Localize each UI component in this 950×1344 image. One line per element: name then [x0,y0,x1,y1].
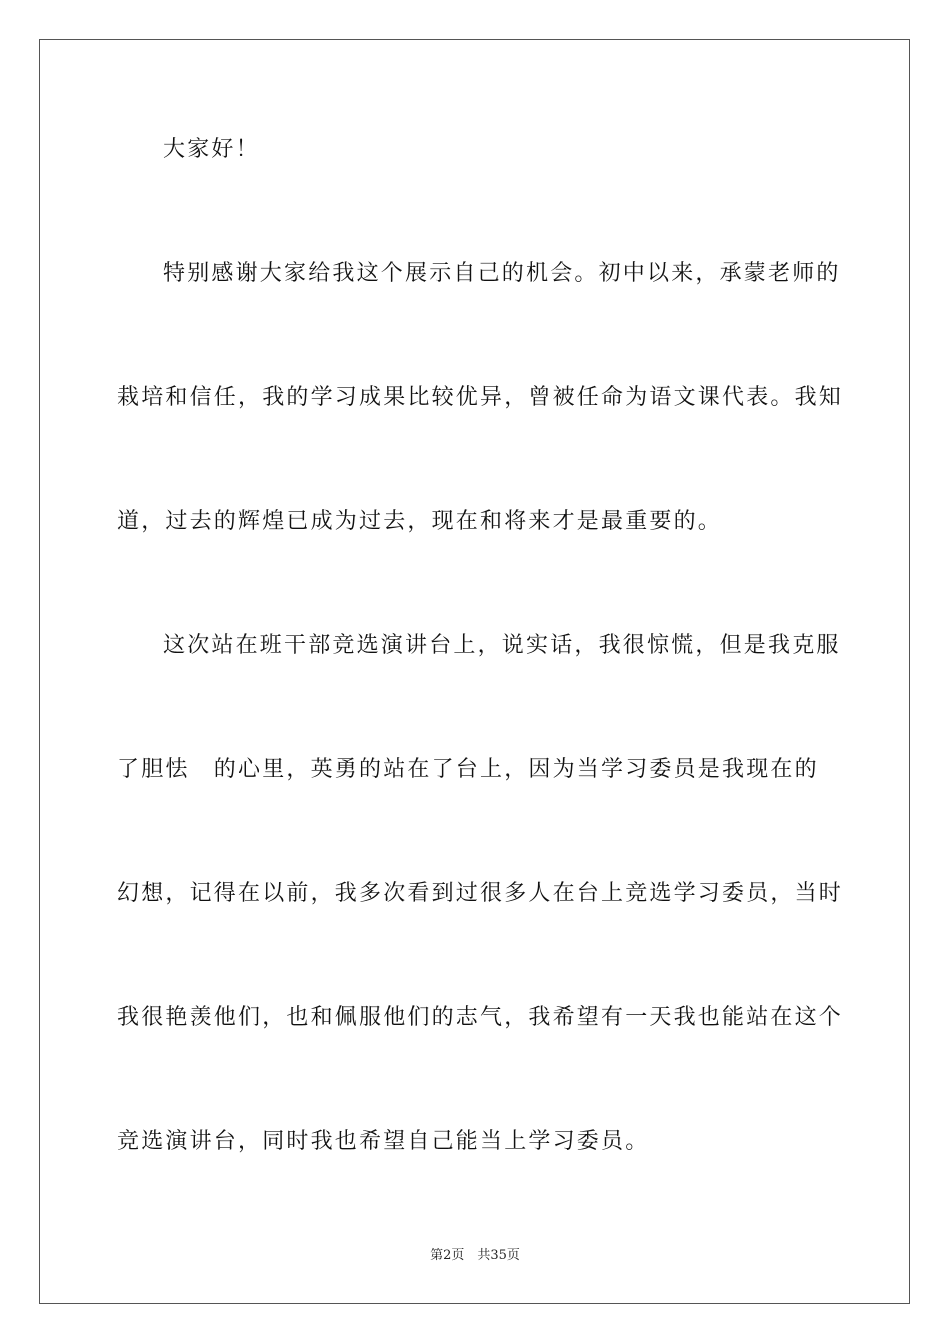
paragraph-2-line-4: 我很艳羡他们，也和佩服他们的志气，我希望有一天我也能站在这个 [117,1005,844,1030]
paragraph-1-line-3: 道，过去的辉煌已成为过去，现在和将来才是最重要的。 [117,509,723,534]
paragraph-2-line-5: 竞选演讲台，同时我也希望自己能当上学习委员。 [117,1129,650,1154]
paragraph-1-line-2: 栽培和信任，我的学习成果比较优异，曾被任命为语文课代表。我知 [117,385,844,410]
page-number-footer: 第2页 共35页 [430,1248,520,1263]
paragraph-1-line-1: 特别感谢大家给我这个展示自己的机会。初中以来，承蒙老师的 [163,261,841,286]
paragraph-2-line-2: 了胆怯 的心里，英勇的站在了台上，因为当学习委员是我现在的 [117,757,819,782]
paragraph-2-line-1: 这次站在班干部竞选演讲台上，说实话，我很惊慌，但是我克服 [163,633,841,658]
paragraph-2-line-3: 幻想，记得在以前，我多次看到过很多人在台上竞选学习委员，当时 [117,881,844,906]
page-border [39,39,910,1304]
greeting-line: 大家好！ [163,137,260,162]
